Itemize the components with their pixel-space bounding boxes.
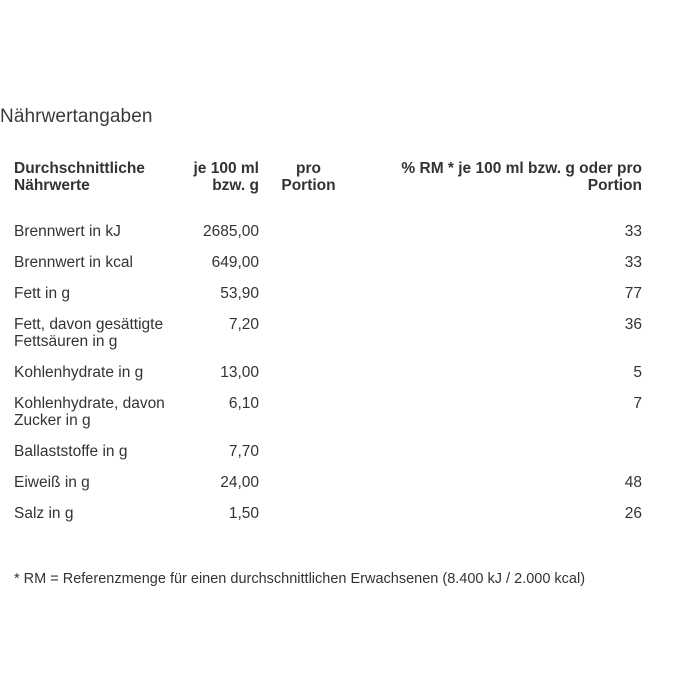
table-body: [8, 216, 648, 529]
row-rm: 36: [624, 316, 642, 333]
row-portion: [265, 309, 352, 357]
row-name: Fett in g: [14, 285, 70, 302]
row-portion: [265, 357, 352, 388]
row-name: Brennwert in kcal: [14, 254, 133, 271]
row-name: Kohlenhydrate, davon Zucker in g: [14, 395, 165, 429]
row-portion: [265, 498, 352, 529]
row-per-100: 1,50: [228, 505, 259, 522]
row-name: Brennwert in kJ: [14, 223, 121, 240]
table-row: [8, 216, 648, 247]
row-name: Eiweiß in g: [14, 474, 90, 491]
row-per-100: 53,90: [220, 285, 259, 302]
row-rm: 48: [624, 474, 642, 491]
row-portion: [265, 247, 352, 278]
row-rm: [352, 436, 648, 467]
table-row: [8, 498, 648, 529]
row-rm: 33: [624, 254, 642, 271]
header-portion: pro Portion: [281, 160, 336, 194]
row-per-100: 7,20: [228, 316, 259, 333]
table-row: [8, 309, 648, 357]
row-portion: [265, 467, 352, 498]
row-portion: [265, 436, 352, 467]
row-per-100: 2685,00: [202, 223, 259, 240]
header-rm: % RM * je 100 ml bzw. g oder pro Portion: [401, 160, 642, 194]
row-per-100: 6,10: [228, 395, 259, 412]
table-row: [8, 357, 648, 388]
table-row: [8, 278, 648, 309]
table-header: [8, 152, 648, 216]
table-row: [8, 388, 648, 436]
row-rm: 77: [624, 285, 642, 302]
nutrition-table: [8, 152, 648, 529]
row-rm: 7: [633, 395, 642, 412]
row-portion: [265, 278, 352, 309]
section-title: Nährwertangaben: [0, 106, 153, 127]
row-per-100: 7,70: [228, 443, 259, 460]
row-per-100: 24,00: [220, 474, 259, 491]
row-per-100: 649,00: [211, 254, 259, 271]
table-row: [8, 436, 648, 467]
row-name: Salz in g: [14, 505, 74, 522]
row-rm: 33: [624, 223, 642, 240]
row-per-100: 13,00: [220, 364, 259, 381]
footnote: * RM = Referenzmenge für einen durchschnittlichen Erwachsenen (8.400 kJ / 2.000 kcal): [14, 571, 586, 587]
header-per-100: je 100 ml bzw. g: [193, 160, 259, 194]
row-name: Fett, davon gesättigte Fettsäuren in g: [14, 316, 164, 350]
row-name: Ballaststoffe in g: [14, 443, 128, 460]
header-row: [8, 152, 648, 216]
table-row: [8, 247, 648, 278]
table-row: [8, 467, 648, 498]
row-portion: [265, 388, 352, 436]
row-portion: [265, 216, 352, 247]
row-rm: 26: [624, 505, 642, 522]
row-name: Kohlenhydrate in g: [14, 364, 144, 381]
header-name: Durchschnittliche Nährwerte: [14, 160, 145, 194]
row-rm: 5: [633, 364, 642, 381]
